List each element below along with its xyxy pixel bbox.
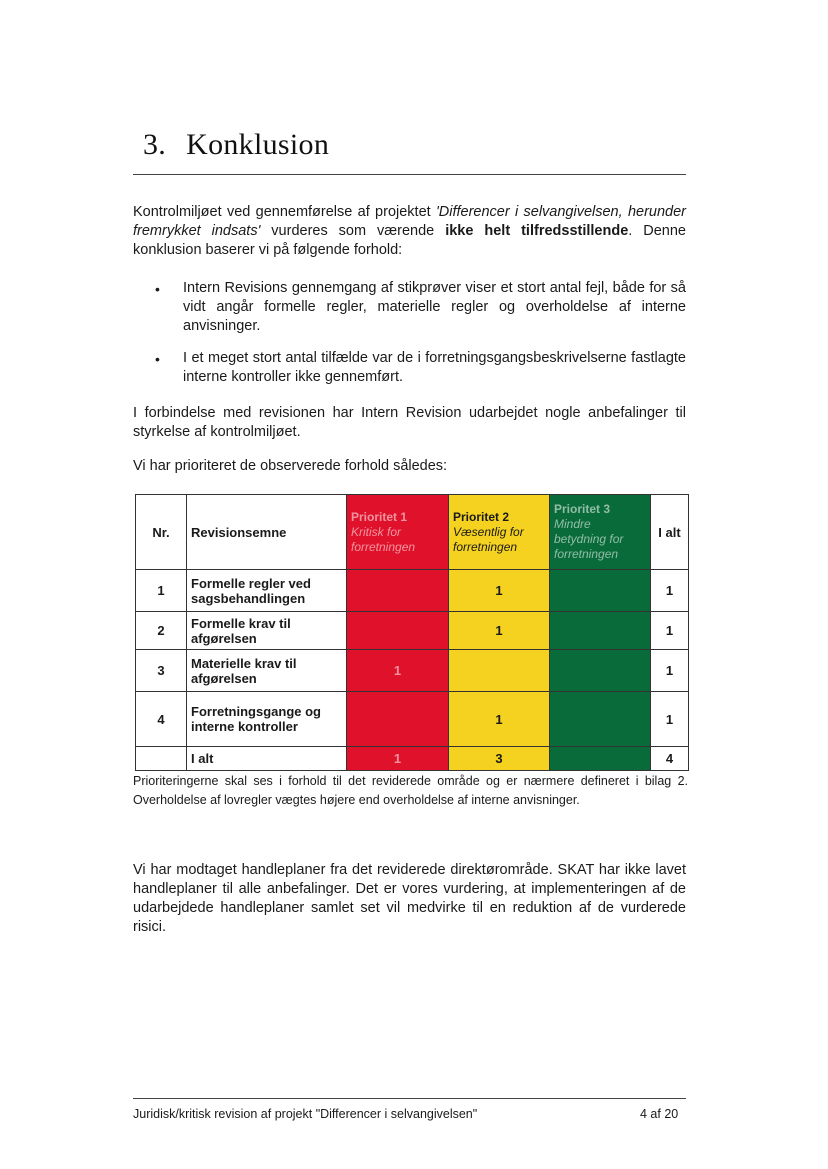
page-number: 4 af 20 bbox=[640, 1107, 679, 1121]
header-priority-3: Prioritet 3 Mindre betydning for forretningen bbox=[550, 495, 651, 570]
action-plan-paragraph: Vi har modtaget handleplaner fra det reviderede direktørområde. SKAT har ikke lavet handleplaner til alle anbefalinger. Det er vores vurdering, at implementeringen af de udarbejdede handleplaner samlet set vil medvirke til en reduktion af de vurderede risici. bbox=[133, 862, 686, 935]
table-row: 3 Materielle krav til afgørelsen 1 1 bbox=[136, 650, 689, 692]
table-header-row bbox=[136, 495, 689, 570]
bullet-item: I et meget stort antal tilfælde var de i forretningsgangsbeskrivelserne fastlagte interne kontroller ikke gennemført. bbox=[183, 350, 686, 385]
footer-title: Juridisk/kritisk revision af projekt "Differencer i selvangivelsen" bbox=[133, 1107, 478, 1121]
bullet-marker: • bbox=[155, 351, 160, 367]
bullet-marker: • bbox=[155, 281, 160, 297]
table-row: 4 Forretningsgange og interne kontroller 1 1 bbox=[136, 692, 689, 747]
header-priority-1: Prioritet 1 Kritisk for forretningen bbox=[347, 495, 449, 570]
header-total: I alt bbox=[651, 495, 689, 570]
header-priority-2: Prioritet 2 Væsentlig for forretningen bbox=[449, 495, 550, 570]
priority-table bbox=[135, 494, 689, 771]
header-revisionsemne: Revisionsemne bbox=[187, 495, 347, 570]
section-number: 3. bbox=[143, 128, 167, 161]
table-row: 2 Formelle krav til afgørelsen 1 1 bbox=[136, 612, 689, 650]
recommendations-paragraph: I forbindelse med revisionen har Intern Revision udarbejdet nogle anbefalinger til styrkelse af kontrolmiljøet. bbox=[133, 405, 686, 440]
table-total-row: I alt 1 3 4 bbox=[136, 747, 689, 771]
intro-paragraph: Kontrolmiljøet ved gennemførelse af projektet 'Differencer i selvangivelsen, herunder fremrykket indsats' vurderes som værende ikke helt tilfredsstillende. Denne konklusion baserer vi på følgende forhold: bbox=[133, 204, 686, 258]
footer-rule bbox=[133, 1098, 686, 1099]
section-heading bbox=[143, 128, 329, 162]
table-row: 1 Formelle regler ved sagsbehandlingen 1 1 bbox=[136, 570, 689, 612]
table-note: Prioriteringerne skal ses i forhold til det reviderede område og er nærmere defineret i bilag 2. Overholdelse af lovregler vægtes højere end overholdelse af interne anvisninger. bbox=[133, 774, 688, 807]
priority-intro: Vi har prioriteret de observerede forhold således: bbox=[133, 458, 448, 474]
heading-rule bbox=[133, 174, 686, 175]
bullet-item: Intern Revisions gennemgang af stikprøver viser et stort antal fejl, både for så vidt angår formelle regler, materielle regler og overholdelse af interne anvisninger. bbox=[183, 280, 686, 334]
header-nr: Nr. bbox=[136, 495, 187, 570]
section-title: Konklusion bbox=[186, 128, 330, 161]
